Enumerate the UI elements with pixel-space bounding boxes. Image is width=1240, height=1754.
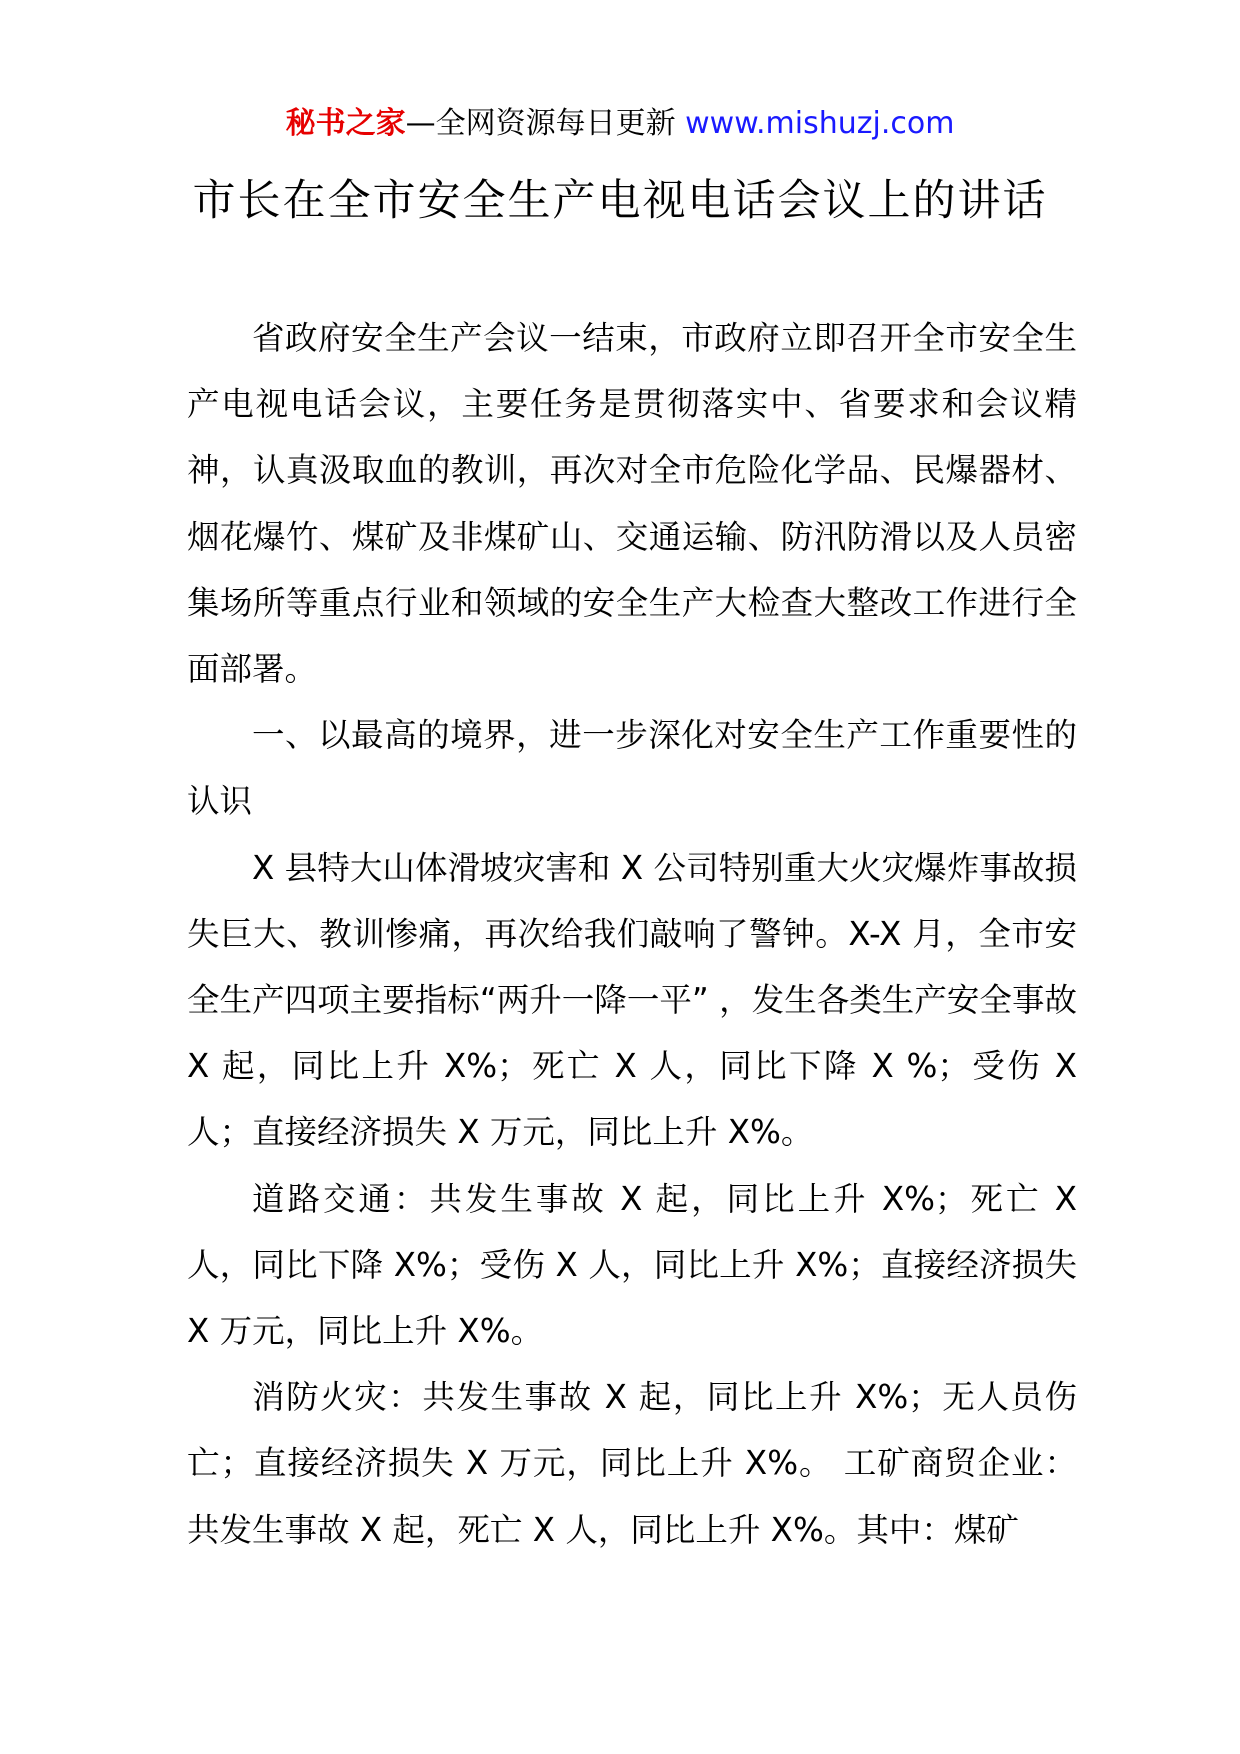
- document-body: [187, 305, 1077, 1563]
- banner-url[interactable]: www.mishuzj.com: [685, 106, 955, 141]
- paragraph-intro: 省政府安全生产会议一结束，市政府立即召开全市安全生产电视电话会议，主要任务是贯彻落实中、省要求和会议精神，认真汲取血的教训，再次对全市危险化学品、民爆器材、烟花爆竹、煤矿及非煤矿山、交通运输、防汛防滑以及人员密集场所等重点行业和领域的安全生产大检查大整改工作进行全面部署。: [187, 319, 1077, 689]
- banner-tagline: —全网资源每日更新: [405, 106, 676, 141]
- paragraph-road-traffic: 道路交通：共发生事故 X 起，同比上升 X%；死亡 X 人，同比下降 X%；受伤 X 人，同比上升 X%；直接经济损失 X 万元，同比上升 X%。: [187, 1179, 1077, 1351]
- section-heading-1: 一、以最高的境界，进一步深化对安全生产工作重要性的认识: [187, 716, 1077, 821]
- banner-brand: 秘书之家: [285, 106, 406, 141]
- paragraph-fire-disaster: 消防火灾：共发生事故 X 起，同比上升 X%；无人员伤亡；直接经济损失 X 万元，同比上升 X%。 工矿商贸企业：共发生事故 X 起，死亡 X 人，同比上升 X%。其中：煤矿: [187, 1378, 1077, 1549]
- paragraph-statistics: X 县特大山体滑坡灾害和 X 公司特别重大火灾爆炸事故损失巨大、教训惨痛，再次给我们敲响了警钟。X-X 月，全市安全生产四项主要指标“两升一降一平” ，发生各类生产安全事故 X 起，同比上升 X%；死亡 X 人，同比下降 X %；受伤 X 人；直接经济损失 X 万元，同比上升 X%。: [187, 848, 1077, 1152]
- source-banner: [0, 104, 1240, 144]
- document-title: 市长在全市安全生产电视电话会议上的讲话: [192, 176, 1048, 226]
